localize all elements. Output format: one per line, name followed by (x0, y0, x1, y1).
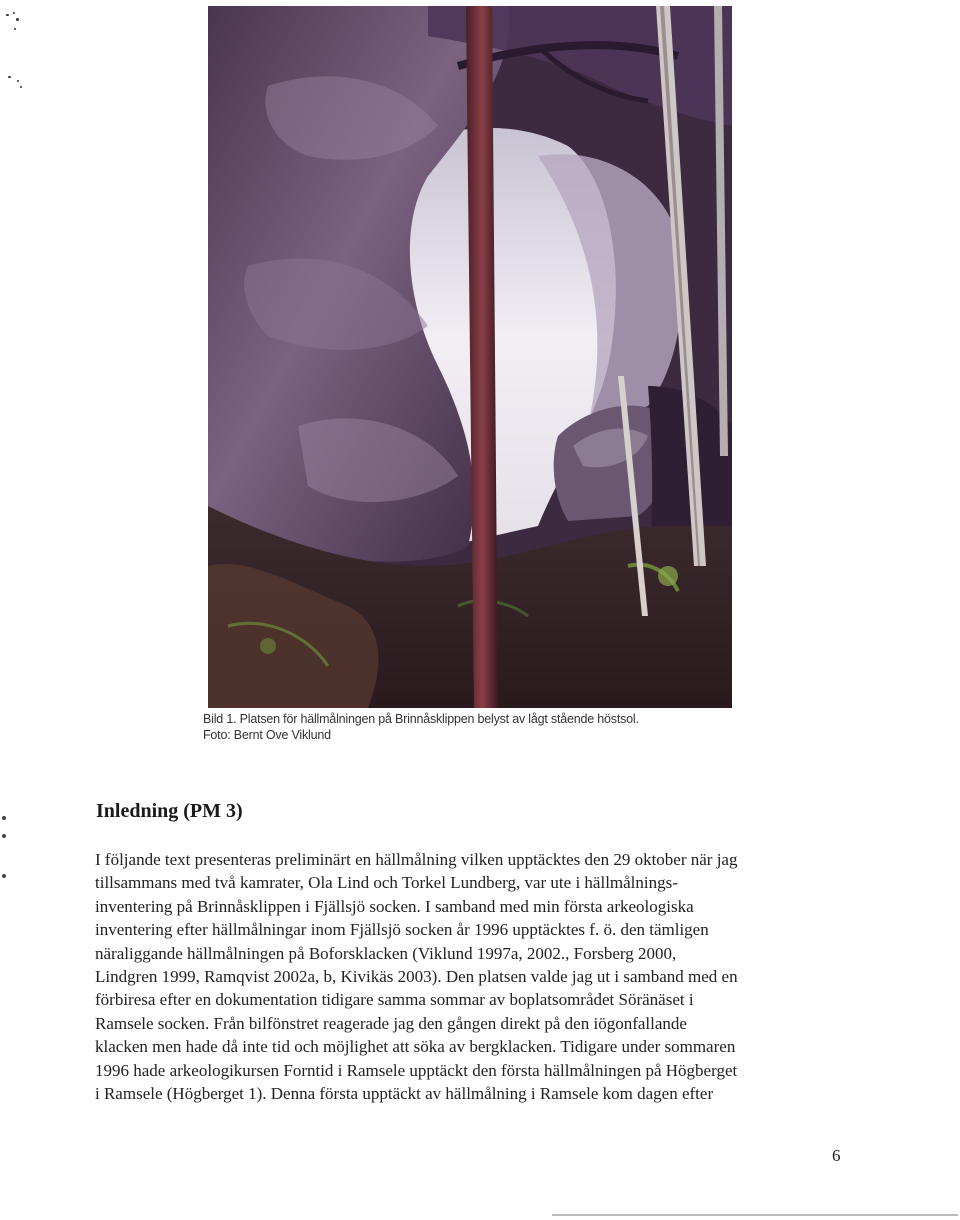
paragraph-line: näraliggande hällmålningen på Boforsklacken (Viklund 1997a, 2002., Forsberg 2000, (95, 943, 677, 963)
figure-caption (203, 711, 763, 743)
section-heading: Inledning (PM 3) (96, 800, 243, 822)
scan-edge-rule (552, 1214, 958, 1216)
paragraph-line: tillsammans med två kamrater, Ola Lind och Torkel Lundberg, var ute i hällmålnings- (95, 873, 678, 893)
paragraph-line: inventering efter hällmålningar inom Fjällsjö socken år 1996 upptäcktes f. ö. den tämligen (95, 920, 709, 940)
paragraph-line: i Ramsele (Högberget 1). Denna första upptäckt av hällmålning i Ramsele kom dagen efter (95, 1084, 714, 1104)
paragraph-line: inventering på Brinnåsklippen i Fjällsjö socken. I samband med min första arkeologiska (95, 896, 694, 916)
paragraph-line: Ramsele socken. Från bilfönstret reagerade jag den gången direkt på den iögonfallande (95, 1013, 687, 1033)
caption-line: Bild 1. Platsen för hällmålningen på Brinnåsklippen belyst av lågt stående höstsol. (203, 712, 639, 726)
paragraph-line: förbiresa efter en dokumentation tidigare samma sommar av boplatsområdet Söränäset i (95, 990, 694, 1010)
scan-mark (2, 834, 6, 838)
paragraph-line: Lindgren 1999, Ramqvist 2002a, b, Kivikäs 2003). Den platsen valde jag ut i samband med en (95, 967, 738, 987)
scan-mark (2, 816, 6, 820)
scan-specks (4, 10, 28, 100)
caption-line: Foto: Bernt Ove Viklund (203, 728, 331, 742)
paragraph-line: klacken men hade då inte tid och möjlighet att söka av bergklacken. Tidigare under sommaren (95, 1037, 736, 1057)
paragraph-line: I följande text presenteras preliminärt en hällmålning vilken upptäcktes den 29 oktober när jag (95, 850, 738, 869)
figure-photo (208, 6, 732, 708)
scan-mark (2, 874, 6, 878)
section-paragraph (95, 848, 855, 1105)
page-number: 6 (832, 1146, 841, 1165)
paragraph-line: 1996 hade arkeologikursen Forntid i Ramsele upptäckt den första hällmålningen på Högberget (95, 1060, 738, 1080)
